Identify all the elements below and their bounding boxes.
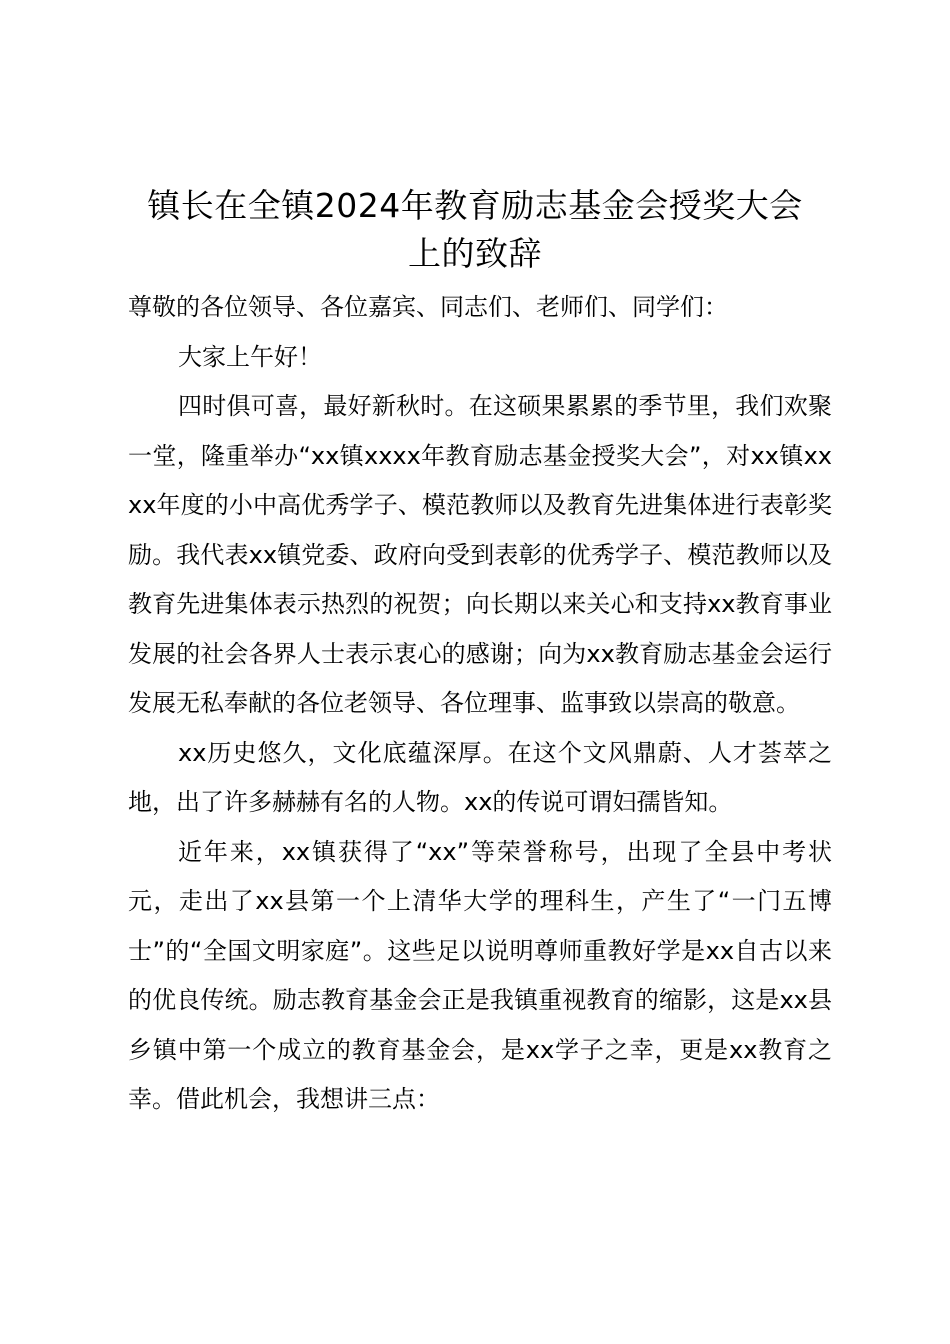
document-title	[110, 182, 840, 278]
paragraph-2: xx历史悠久，文化底蕴深厚。在这个文风鼎蔚、人才荟萃之地，出了许多赫赫有名的人物。xx的传说可谓妇孺皆知。	[128, 738, 832, 816]
greeting: 大家上午好！	[178, 342, 322, 371]
title-line-2: 上的致辞	[408, 234, 542, 273]
title-line-1: 镇长在全镇2024年教育励志基金会授奖大会	[147, 186, 803, 225]
document-body	[128, 283, 832, 1125]
salutation: 尊敬的各位领导、各位嘉宾、同志们、老师们、同学们：	[128, 293, 728, 321]
paragraph-1: 四时俱可喜，最好新秋时。在这硕果累累的季节里，我们欢聚一堂，隆重举办“xx镇xxxx年教育励志基金授奖大会”，对xx镇xxxx年度的小中高优秀学子、模范教师以及教育先进集体进行表彰奖励。我代表xx镇党委、政府向受到表彰的优秀学子、模范教师以及教育先进集体表示热烈的祝贺；向长期以来关心和支持xx教育事业发展的社会各界人士表示衷心的感谢；向为xx教育励志基金会运行发展无私奉献的各位老领导、各位理事、监事致以崇高的敬意。	[128, 392, 832, 717]
paragraph-3: 近年来，xx镇获得了“xx”等荣誉称号，出现了全县中考状元，走出了xx县第一个上清华大学的理科生，产生了“一门五博士”的“全国文明家庭”。这些足以说明尊师重教好学是xx自古以来的优良传统。励志教育基金会正是我镇重视教育的缩影，这是xx县乡镇中第一个成立的教育基金会，是xx学子之幸，更是xx教育之幸。借此机会，我想讲三点：	[128, 837, 832, 1113]
